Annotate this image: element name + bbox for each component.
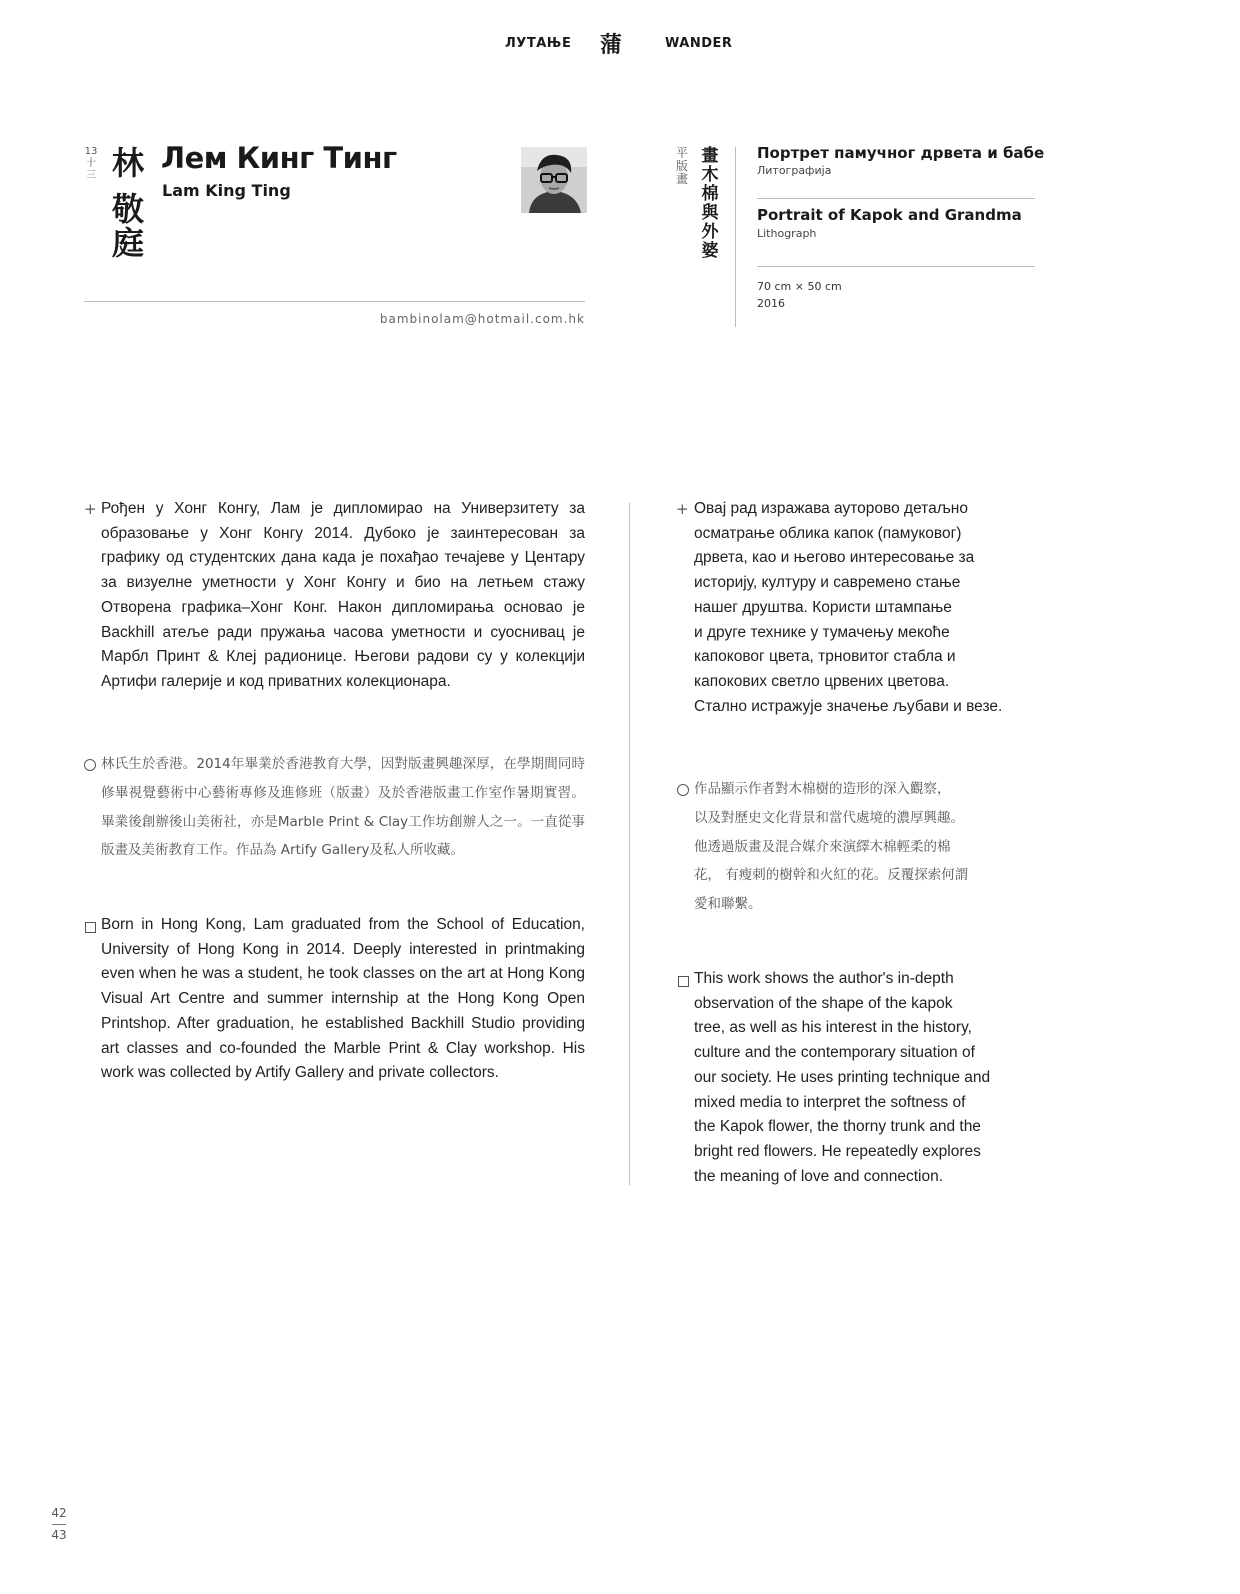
artwork-title-zh-char: 棉 [701, 184, 719, 204]
artist-name-zh-char: 林 [111, 144, 144, 182]
statement-zh-line: 以及對歷史文化背景和當代處境的濃厚興趣。 [694, 809, 964, 826]
artist-number [84, 146, 98, 182]
artist-name-zh [110, 146, 146, 260]
statement-en-line: culture and the contemporary situation of [694, 1044, 975, 1062]
statement-en-line: our society. He uses printing technique and [694, 1068, 991, 1086]
artwork-year: 2016 [757, 297, 785, 310]
statement-english [694, 967, 1024, 1189]
statement-zh-line: 他透過版畫及混合媒介來演繹木棉輕柔的棉 [694, 838, 951, 855]
statement-zh-line: 作品顯示作者對木棉樹的造形的深入觀察， [694, 781, 951, 797]
artwork-vertical-divider [735, 147, 736, 327]
bio-english: Born in Hong Kong, Lam graduated from the School of Education, University of Hong Kong in 2014. Deeply interested in printmaking even when he was a student, he took classes on the art at Hong Kong Visual Art Centre and summer internship at the Hong Kong Open Printshop. After graduation, he established Backhill Studio providing art classes and co-founded the Marble Print & Clay workshop. His work was collected by Artify Gallery and private collectors. [101, 916, 585, 1082]
bullet-circle-icon [677, 784, 689, 796]
column-divider [629, 503, 630, 1185]
artwork-medium-zh [675, 147, 689, 186]
artwork-divider-2 [757, 266, 1035, 267]
artwork-title-zh-char: 畫 [701, 146, 719, 166]
artist-number-zh: 十三 [86, 158, 96, 181]
artwork-title-zh-char: 與 [701, 203, 719, 223]
artist-name-zh-char: 敬 [111, 190, 144, 228]
artist-name-en: Lam King Ting [162, 181, 291, 200]
bio-serbian: Рођен у Хонг Конгу, Лам је дипломирао на Универзитету за образовање у Хонг Конгу 2014. Дубоко је заинтересован за графику од студентских дана када је похађао течајеве у Центару за визуелне уметности у Хонг Конгу и био на летњем стажу Отворена графика–Хонг Конг. Након дипломирања основао је Backhill атеље ради пружања часова уметности и суоснивац је Марбл Принт & Клеј радионице. Његови радови су у колекцији Артифи галерије и код приватних колекционара. [101, 500, 585, 690]
statement-chinese [694, 775, 1024, 919]
artwork-title-zh-char: 外 [701, 222, 719, 242]
artwork-title-zh [700, 147, 720, 261]
artwork-details [757, 278, 842, 312]
artwork-medium-ru: Литографија [757, 164, 832, 177]
artwork-medium-zh-char: 畫 [675, 172, 688, 186]
statement-sr-line: и друге технике у тумачењу мекоће [694, 623, 950, 641]
artwork-title-zh-char: 婆 [701, 241, 719, 261]
page-number-divider [52, 1524, 66, 1525]
statement-en-line: observation of the shape of the kapok [694, 994, 953, 1012]
artwork-medium-zh-char: 平 [675, 146, 688, 160]
statement-sr-line: капоковог цвета, трновитог стабла и [694, 648, 956, 666]
statement-sr-line: историју, културу и савремено стање [694, 574, 961, 592]
statement-en-line: the meaning of love and connection. [694, 1167, 944, 1185]
statement-en-line: the Kapok flower, the thorny trunk and the [694, 1118, 981, 1136]
artist-number-digits: 13 [84, 146, 98, 157]
artist-email[interactable]: bambinolam@hotmail.com.hk [379, 312, 585, 326]
statement-sr-line: нашег друштва. Користи штампање [694, 598, 952, 616]
artist-name-ru: Лем Кинг Тинг [161, 141, 397, 175]
artwork-title-ru: Портрет памучног дрвета и бабе [757, 144, 1045, 162]
statement-en-line: bright red flowers. He repeatedly explores [694, 1142, 981, 1160]
bullet-square-icon [678, 976, 689, 987]
statement-sr-line: дрвета, као и његово интересовање за [694, 549, 975, 567]
artist-avatar [521, 147, 587, 213]
statement-en-line: tree, as well as his interest in the history, [694, 1019, 972, 1037]
statement-sr-line: капокових светло црвених цветова. [694, 672, 950, 690]
artist-portrait-icon [521, 147, 587, 213]
bullet-square-icon [85, 922, 96, 933]
statement-en-line: mixed media to interpret the softness of [694, 1093, 966, 1111]
bullet-plus-icon: + [84, 500, 97, 518]
artwork-size: 70 cm × 50 cm [757, 280, 842, 293]
artist-divider [84, 301, 585, 302]
statement-serbian [694, 497, 1024, 719]
page-number-left: 42 [51, 1506, 67, 1520]
artwork-title-en: Portrait of Kapok and Grandma [757, 206, 1022, 224]
statement-sr-line: Овај рад изражава ауторово детаљно [694, 500, 968, 517]
bullet-circle-icon [84, 759, 96, 771]
artwork-title-zh-char: 木 [701, 165, 719, 185]
artwork-medium-en: Lithograph [757, 227, 817, 240]
header-right-title: WANDER [665, 36, 733, 51]
statement-zh-line: 花， 有瘦刺的樹幹和火紅的花。反覆探索何謂 [694, 867, 969, 884]
statement-sr-line: осматрање облика капок (памуковог) [694, 524, 962, 542]
statement-en-line: This work shows the author's in-depth [694, 970, 954, 987]
artwork-medium-zh-char: 版 [675, 159, 688, 173]
artist-name-zh-char: 庭 [111, 224, 144, 262]
bio-chinese: 林氏生於香港。2014年畢業於香港教育大學，因對版畫興趣深厚，在學期間同時修畢視覺藝術中心藝術專修及進修班（版畫）及於香港版畫工作室作暑期實習。畢業後創辦後山美術社，亦是Marble Print & Clay工作坊創辦人之一。一直從事版畫及美術教育工作。作品為 Artify Gallery及私人所收藏。 [101, 756, 585, 859]
artwork-divider-1 [757, 198, 1035, 199]
bullet-plus-icon: + [676, 500, 689, 518]
header-mark: 蒲 [600, 33, 623, 58]
statement-sr-line: Стално истражује значење љубави и везе. [694, 697, 1003, 715]
statement-zh-line: 愛和聯繫。 [694, 896, 762, 913]
header-left-title: ЛУТАЊЕ [505, 36, 572, 51]
page-number-right: 43 [51, 1528, 67, 1542]
